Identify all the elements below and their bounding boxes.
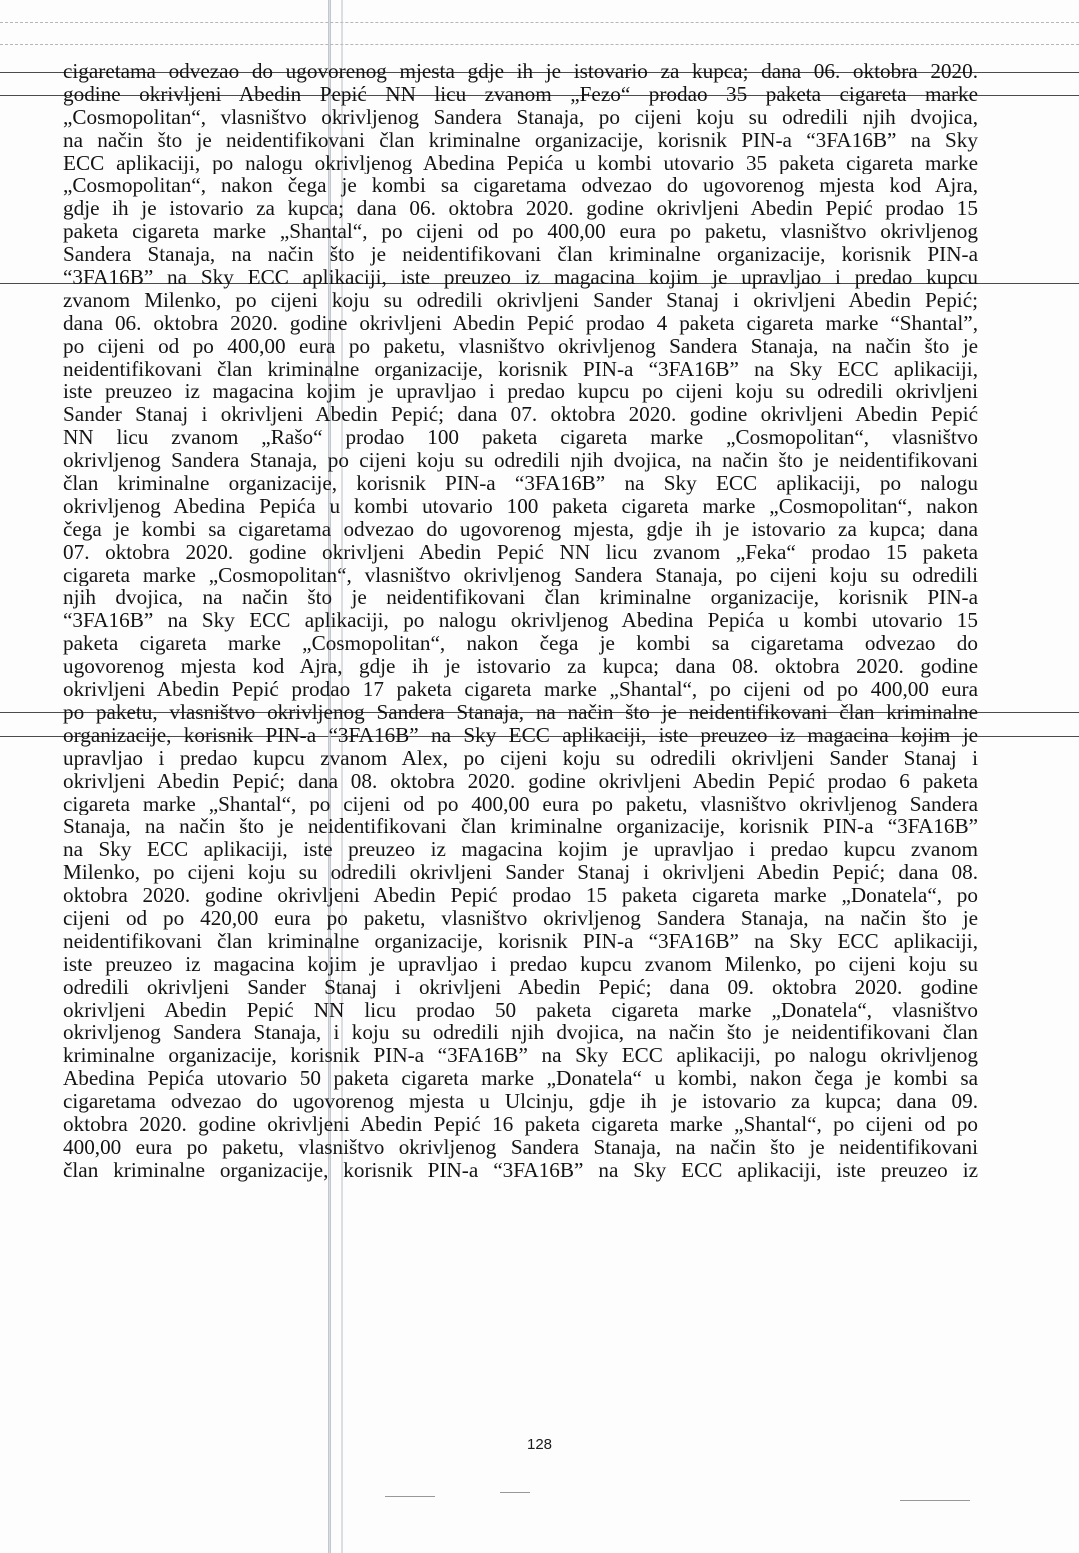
page-number: 128: [526, 1436, 553, 1453]
text-line: okrivljeni Abedin Pepić NN licu prodao 50 paketa cigareta marke „Donatela“, vlasništvo: [63, 998, 978, 1022]
text-line: član kriminalne organizacije, korisnik PIN-a “3FA16B” na Sky ECC aplikaciji, iste preuzeo iz: [63, 1158, 978, 1182]
text-line: Sander Stanaj i okrivljeni Abedin Pepić; dana 07. oktobra 2020. godine okrivljeni Abedin Pepić: [63, 403, 978, 427]
text-line: Sandera Stanaja, na način što je neidentifikovani član kriminalne organizacije, korisnik PIN-a: [63, 243, 978, 267]
text-line: kriminalne organizacije, korisnik PIN-a “3FA16B” na Sky ECC aplikaciji, po nalogu okrivljenog: [63, 1044, 978, 1068]
text-line: iste preuzeo iz magacina kojim je upravljao i predao kupcu po cijeni koju su odredili okrivljeni: [63, 380, 978, 404]
scan-artifact-line: [0, 22, 1079, 23]
text-line: iste preuzeo iz magacina kojim je upravljao i predao kupcu zvanom Milenko, po cijeni koju su: [63, 952, 978, 976]
text-line: “3FA16B” na Sky ECC aplikaciji, po nalogu okrivljenog Abedina Pepića u kombi utovario 15: [63, 609, 978, 633]
text-line: okrivljenog Sandera Stanaja, i koju su odredili njih dvojica, na način što je neidentifikovani član: [63, 1021, 978, 1045]
document-body: [63, 60, 978, 1182]
text-line: cigaretama odvezao do ugovorenog mjesta u Ulcinju, gdje ih je istovario za kupca; dana 09.: [63, 1090, 978, 1113]
text-line: na Sky ECC aplikaciji, iste preuzeo iz magacina kojim je upravljao i predao kupcu zvanom: [63, 838, 978, 862]
text-line: cigareta marke „Shantal“, po cijeni od po 400,00 eura po paketu, vlasništvo okrivljenog Sandera: [63, 792, 978, 816]
text-line: odredili okrivljeni Sander Stanaj i okrivljeni Abedin Pepić; dana 09. oktobra 2020. godine: [63, 975, 978, 999]
scan-artifact-line: [900, 1500, 970, 1501]
text-line: dana 06. oktobra 2020. godine okrivljeni Abedin Pepić prodao 4 paketa cigareta marke “Shantal”,: [63, 311, 978, 335]
text-line: na način što je neidentifikovani član kriminalne organizacije, korisnik PIN-a “3FA16B” na Sky: [63, 128, 978, 152]
text-line: cigaretama odvezao do ugovorenog mjesta gdje ih je istovario za kupca; dana 06. oktobra 2020.: [63, 60, 978, 83]
text-line: “3FA16B” na Sky ECC aplikaciji, iste preuzeo iz magacina kojim je upravljao i predao kupcu: [63, 266, 978, 289]
text-line: okrivljeni Abedin Pepić prodao 17 paketa cigareta marke „Shantal“, po cijeni od po 400,00 eura: [63, 678, 978, 701]
text-line: po paketu, vlasništvo okrivljenog Sandera Stanaja, na način što je neidentifikovani član kriminalne: [63, 700, 978, 724]
text-line: njih dvojica, na način što je neidentifikovani član kriminalne organizacije, korisnik PIN-a: [63, 586, 978, 610]
text-line: 07. oktobra 2020. godine okrivljeni Abedin Pepić NN licu zvanom „Feka“ prodao 15 paketa: [63, 540, 978, 564]
text-line: Stanaja, na način što je neidentifikovani član kriminalne organizacije, korisnik PIN-a “3FA16B”: [63, 815, 978, 839]
text-line: okrivljenog Sandera Stanaja, po cijeni koju su odredili njih dvojica, na način što je neidentifikovani: [63, 449, 978, 473]
text-line: ugovorenog mjesta kod Ajra, gdje ih je istovario za kupca; dana 08. oktobra 2020. godine: [63, 655, 978, 679]
text-line: „Cosmopolitan“, nakon čega je kombi sa cigaretama odvezao do ugovorenog mjesta kod Ajra,: [63, 174, 978, 198]
text-line: oktobra 2020. godine okrivljeni Abedin Pepić 16 paketa cigareta marke „Shantal“, po cijeni od po: [63, 1112, 978, 1136]
text-line: NN licu zvanom „Rašo“ prodao 100 paketa cigareta marke „Cosmopolitan“, vlasništvo: [63, 426, 978, 450]
text-line: cijeni od po 420,00 eura po paketu, vlasništvo okrivljenog Sandera Stanaja, na način što je: [63, 906, 978, 930]
scan-artifact-line: [385, 1496, 435, 1497]
text-line: okrivljeni Abedin Pepić; dana 08. oktobra 2020. godine okrivljeni Abedin Pepić prodao 6 paketa: [63, 769, 978, 793]
text-line: Abedina Pepića utovario 50 paketa cigareta marke „Donatela“ u kombi, nakon čega je kombi sa: [63, 1067, 978, 1091]
text-line: neidentifikovani član kriminalne organizacije, korisnik PIN-a “3FA16B” na Sky ECC aplikaciji,: [63, 929, 978, 953]
text-line: godine okrivljeni Abedin Pepić NN licu zvanom „Fezo“ prodao 35 paketa cigareta marke: [63, 82, 978, 106]
text-line: okrivljenog Abedina Pepića u kombi utovario 100 paketa cigareta marke „Cosmopolitan“, nakon: [63, 494, 978, 518]
text-line: cigareta marke „Cosmopolitan“, vlasništvo okrivljenog Sandera Stanaja, po cijeni koju su odredili: [63, 563, 978, 587]
text-line: oktobra 2020. godine okrivljeni Abedin Pepić prodao 15 paketa cigareta marke „Donatela“, po: [63, 884, 978, 907]
text-line: zvanom Milenko, po cijeni koju su odredili okrivljeni Sander Stanaj i okrivljeni Abedin Pepić;: [63, 288, 978, 312]
scan-artifact-line: [500, 1492, 530, 1493]
text-line: neidentifikovani član kriminalne organizacije, korisnik PIN-a “3FA16B” na Sky ECC aplikaciji,: [63, 357, 978, 381]
text-line: 400,00 eura po paketu, vlasništvo okrivljenog Sandera Stanaja, na način što je neidentifikovani: [63, 1135, 978, 1159]
text-line: po cijeni od po 400,00 eura po paketu, vlasništvo okrivljenog Sandera Stanaja, na način što je: [63, 334, 978, 358]
text-line: organizacije, korisnik PIN-a “3FA16B” na Sky ECC aplikaciji, iste preuzeo iz magacina kojim je: [63, 723, 978, 747]
text-line: upravljao i predao kupcu zvanom Alex, po cijeni koju su odredili okrivljeni Sander Stanaj i: [63, 746, 978, 770]
scan-artifact-line: [0, 44, 1079, 45]
text-line: čega je kombi sa cigaretama odvezao do ugovorenog mjesta, gdje ih je istovario za kupca; dana: [63, 517, 978, 541]
text-line: „Cosmopolitan“, vlasništvo okrivljenog Sandera Stanaja, po cijeni koju su odredili njih dvojica,: [63, 105, 978, 129]
text-line: paketa cigareta marke „Shantal“, po cijeni od po 400,00 eura po paketu, vlasništvo okrivljenog: [63, 220, 978, 244]
text-line: paketa cigareta marke „Cosmopolitan“, nakon čega je kombi sa cigaretama odvezao do: [63, 632, 978, 656]
text-line: Milenko, po cijeni koju su odredili okrivljeni Sander Stanaj i okrivljeni Abedin Pepić; dana 08.: [63, 861, 978, 885]
text-line: član kriminalne organizacije, korisnik PIN-a “3FA16B” na Sky ECC aplikaciji, po nalogu: [63, 472, 978, 495]
text-line: ECC aplikaciji, po nalogu okrivljenog Abedina Pepića u kombi utovario 35 paketa cigareta marke: [63, 151, 978, 175]
text-line: gdje ih je istovario za kupca; dana 06. oktobra 2020. godine okrivljeni Abedin Pepić prodao 15: [63, 197, 978, 221]
